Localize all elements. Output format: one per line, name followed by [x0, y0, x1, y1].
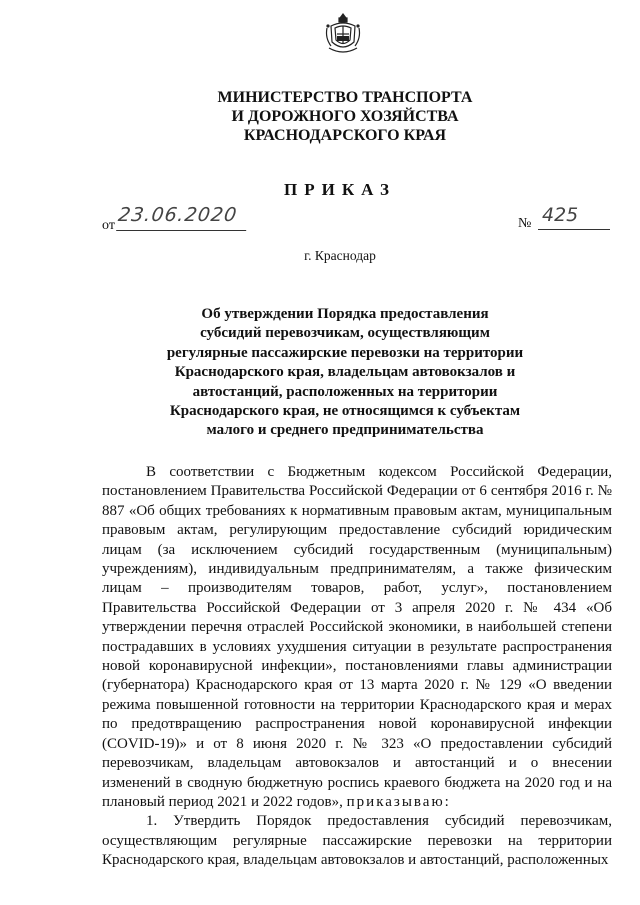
ministry-line: МИНИСТЕРСТВО ТРАНСПОРТА	[217, 89, 473, 106]
handwritten-number: 425	[538, 204, 610, 230]
subject-line: субсидий перевозчикам, осуществляющим	[200, 325, 490, 342]
subject-line: Об утверждении Порядка предоставления	[201, 306, 489, 322]
subject-line: Краснодарского края, владельцам автовокзалов и	[174, 364, 516, 381]
ministry-line: КРАСНОДАРСКОГО КРАЯ	[243, 127, 447, 144]
subject-line: малого и среднего предпринимательства	[206, 422, 484, 439]
subject-line: автостанций, расположенных на территории	[192, 383, 498, 400]
order-word: приказываю:	[346, 793, 451, 810]
handwritten-date: 23.06.2020	[116, 204, 250, 231]
date-prefix: от	[102, 218, 115, 233]
order-subject	[150, 305, 540, 441]
clause-1-paragraph: 1. Утвердить Порядок предоставления субсидий перевозчикам, осуществляющим регулярные пассажирские перевозки на территории Краснодарского края, владельцам автовокзалов и автостанций, расположенных	[102, 813, 612, 869]
order-title: ПРИКАЗ	[284, 180, 396, 199]
preamble-paragraph	[102, 463, 612, 812]
preamble-text: В соответствии с Бюджетным кодексом Российской Федерации, постановлением Правительства Российской Федерации от 6 сентября 2016 г. № 887 «Об общих требованиях к нормативным правовым актам, муниципальным правовым актам, регулирующим предоставление субсидий юридическим лицам (за исключением субсидий государственным (муниципальным) учреждениям), индивидуальным предпринимателям, а также физическим лицам – производителям товаров, работ, услуг», постановлением Правительства Российской Федерации от 3 апреля 2020 г. № 434 «Об утверждении перечня отраслей Российской экономики, в наибольшей степени пострадавших в условиях ухудшения ситуации в результате распространения новой коронавирусной инфекции», постановлениями главы администрации (губернатора) Краснодарского края от 13 марта 2020 г. № 129 «О введении режима повышенной готовности на территории Краснодарского края и мерах по предотвращению распространения новой коронавирусной инфекции (COVID-19)» и от 8 июня 2020 г. № 323 «О предоставлении субсидий перевозчикам, владельцам автовокзалов и автостанций и о внесении изменений в сводную бюджетную роспись краевого бюджета на 2020 год и на плановый период 2021 и 2022 годов»,	[102, 464, 612, 810]
number-prefix: №	[518, 216, 532, 231]
date-number-row	[0, 204, 640, 234]
krasnodar-coat-of-arms-icon	[323, 12, 363, 56]
subject-line: регулярные пассажирские перевозки на территории	[166, 344, 524, 361]
subject-line: Краснодарского края, не относящимся к субъектам	[169, 403, 521, 420]
ministry-name	[150, 88, 540, 145]
ministry-line: И ДОРОЖНОГО ХОЗЯЙСТВА	[231, 108, 459, 125]
city-line: г. Краснодар	[304, 248, 376, 263]
order-body	[102, 463, 612, 871]
